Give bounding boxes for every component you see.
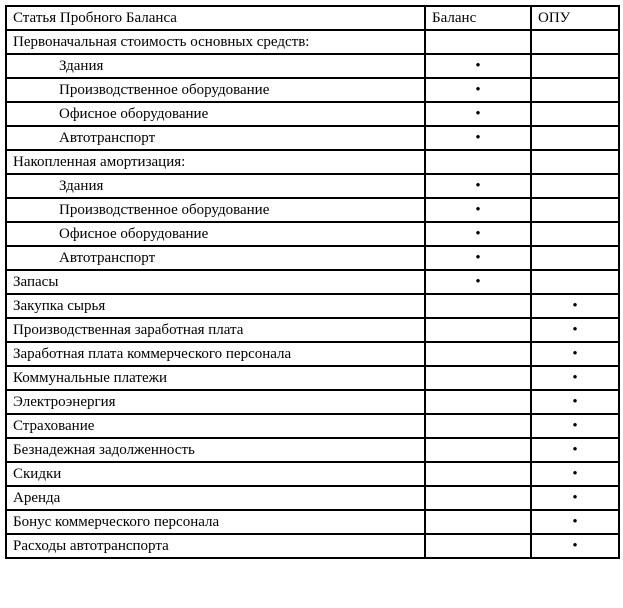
table-row [6, 342, 619, 366]
table-row [6, 462, 619, 486]
item-cell: Заработная плата коммерческого персонала [6, 342, 425, 366]
column-header-opu: ОПУ [531, 6, 619, 30]
item-cell: Офисное оборудование [6, 102, 425, 126]
bullet-dot: • [475, 178, 481, 194]
balance-cell [425, 102, 531, 126]
table-row [6, 270, 619, 294]
bullet-dot: • [475, 250, 481, 266]
bullet-dot: • [475, 130, 481, 146]
opu-cell [531, 318, 619, 342]
balance-cell [425, 486, 531, 510]
opu-cell [531, 438, 619, 462]
bullet-dot: • [475, 226, 481, 242]
table-row [6, 534, 619, 558]
opu-cell [531, 510, 619, 534]
balance-cell [425, 150, 531, 174]
bullet-dot: • [572, 370, 578, 386]
balance-cell [425, 462, 531, 486]
opu-cell [531, 198, 619, 222]
table-row [6, 294, 619, 318]
item-cell: Производственное оборудование [6, 78, 425, 102]
balance-cell [425, 174, 531, 198]
item-cell: Офисное оборудование [6, 222, 425, 246]
bullet-dot: • [475, 58, 481, 74]
balance-cell [425, 438, 531, 462]
balance-cell [425, 414, 531, 438]
opu-cell [531, 102, 619, 126]
column-header-item: Статья Пробного Баланса [6, 6, 425, 30]
opu-cell [531, 30, 619, 54]
table-row [6, 438, 619, 462]
balance-cell [425, 30, 531, 54]
trial-balance-table [5, 5, 620, 559]
table-row [6, 222, 619, 246]
opu-cell [531, 534, 619, 558]
table-row [6, 390, 619, 414]
bullet-dot: • [475, 202, 481, 218]
table-row [6, 150, 619, 174]
bullet-dot: • [475, 274, 481, 290]
opu-cell [531, 246, 619, 270]
opu-cell [531, 174, 619, 198]
bullet-dot: • [572, 346, 578, 362]
balance-cell [425, 510, 531, 534]
item-cell: Запасы [6, 270, 425, 294]
opu-cell [531, 222, 619, 246]
balance-cell [425, 390, 531, 414]
opu-cell [531, 342, 619, 366]
opu-cell [531, 486, 619, 510]
balance-cell [425, 270, 531, 294]
opu-cell [531, 126, 619, 150]
table-row [6, 510, 619, 534]
opu-cell [531, 270, 619, 294]
item-cell: Накопленная амортизация: [6, 150, 425, 174]
item-cell: Бонус коммерческого персонала [6, 510, 425, 534]
balance-cell [425, 54, 531, 78]
balance-cell [425, 222, 531, 246]
bullet-dot: • [572, 418, 578, 434]
item-cell: Скидки [6, 462, 425, 486]
item-cell: Страхование [6, 414, 425, 438]
table-row [6, 414, 619, 438]
balance-cell [425, 342, 531, 366]
balance-cell [425, 294, 531, 318]
table-row [6, 366, 619, 390]
bullet-dot: • [572, 490, 578, 506]
item-cell: Производственное оборудование [6, 198, 425, 222]
balance-cell [425, 198, 531, 222]
bullet-dot: • [475, 106, 481, 122]
table-row [6, 30, 619, 54]
table-row [6, 78, 619, 102]
table-row [6, 486, 619, 510]
item-cell: Безнадежная задолженность [6, 438, 425, 462]
opu-cell [531, 54, 619, 78]
column-header-balance: Баланс [425, 6, 531, 30]
item-cell: Здания [6, 54, 425, 78]
opu-cell [531, 414, 619, 438]
table-row [6, 246, 619, 270]
header-row [6, 6, 619, 30]
table-row [6, 198, 619, 222]
opu-cell [531, 78, 619, 102]
table-row [6, 102, 619, 126]
opu-cell [531, 294, 619, 318]
item-cell: Электроэнергия [6, 390, 425, 414]
opu-cell [531, 390, 619, 414]
balance-cell [425, 78, 531, 102]
item-cell: Здания [6, 174, 425, 198]
item-cell: Автотранспорт [6, 126, 425, 150]
bullet-dot: • [572, 538, 578, 554]
item-cell: Расходы автотранспорта [6, 534, 425, 558]
table-row [6, 318, 619, 342]
bullet-dot: • [572, 442, 578, 458]
item-cell: Аренда [6, 486, 425, 510]
bullet-dot: • [572, 466, 578, 482]
opu-cell [531, 462, 619, 486]
item-cell: Автотранспорт [6, 246, 425, 270]
bullet-dot: • [572, 514, 578, 530]
table-body [6, 30, 619, 558]
opu-cell [531, 366, 619, 390]
bullet-dot: • [572, 322, 578, 338]
opu-cell [531, 150, 619, 174]
table-row [6, 54, 619, 78]
balance-cell [425, 534, 531, 558]
balance-cell [425, 246, 531, 270]
bullet-dot: • [572, 298, 578, 314]
bullet-dot: • [572, 394, 578, 410]
table-row [6, 126, 619, 150]
item-cell: Коммунальные платежи [6, 366, 425, 390]
item-cell: Закупка сырья [6, 294, 425, 318]
balance-cell [425, 366, 531, 390]
item-cell: Первоначальная стоимость основных средств: [6, 30, 425, 54]
table-row [6, 174, 619, 198]
item-cell: Производственная заработная плата [6, 318, 425, 342]
balance-cell [425, 126, 531, 150]
bullet-dot: • [475, 82, 481, 98]
balance-cell [425, 318, 531, 342]
